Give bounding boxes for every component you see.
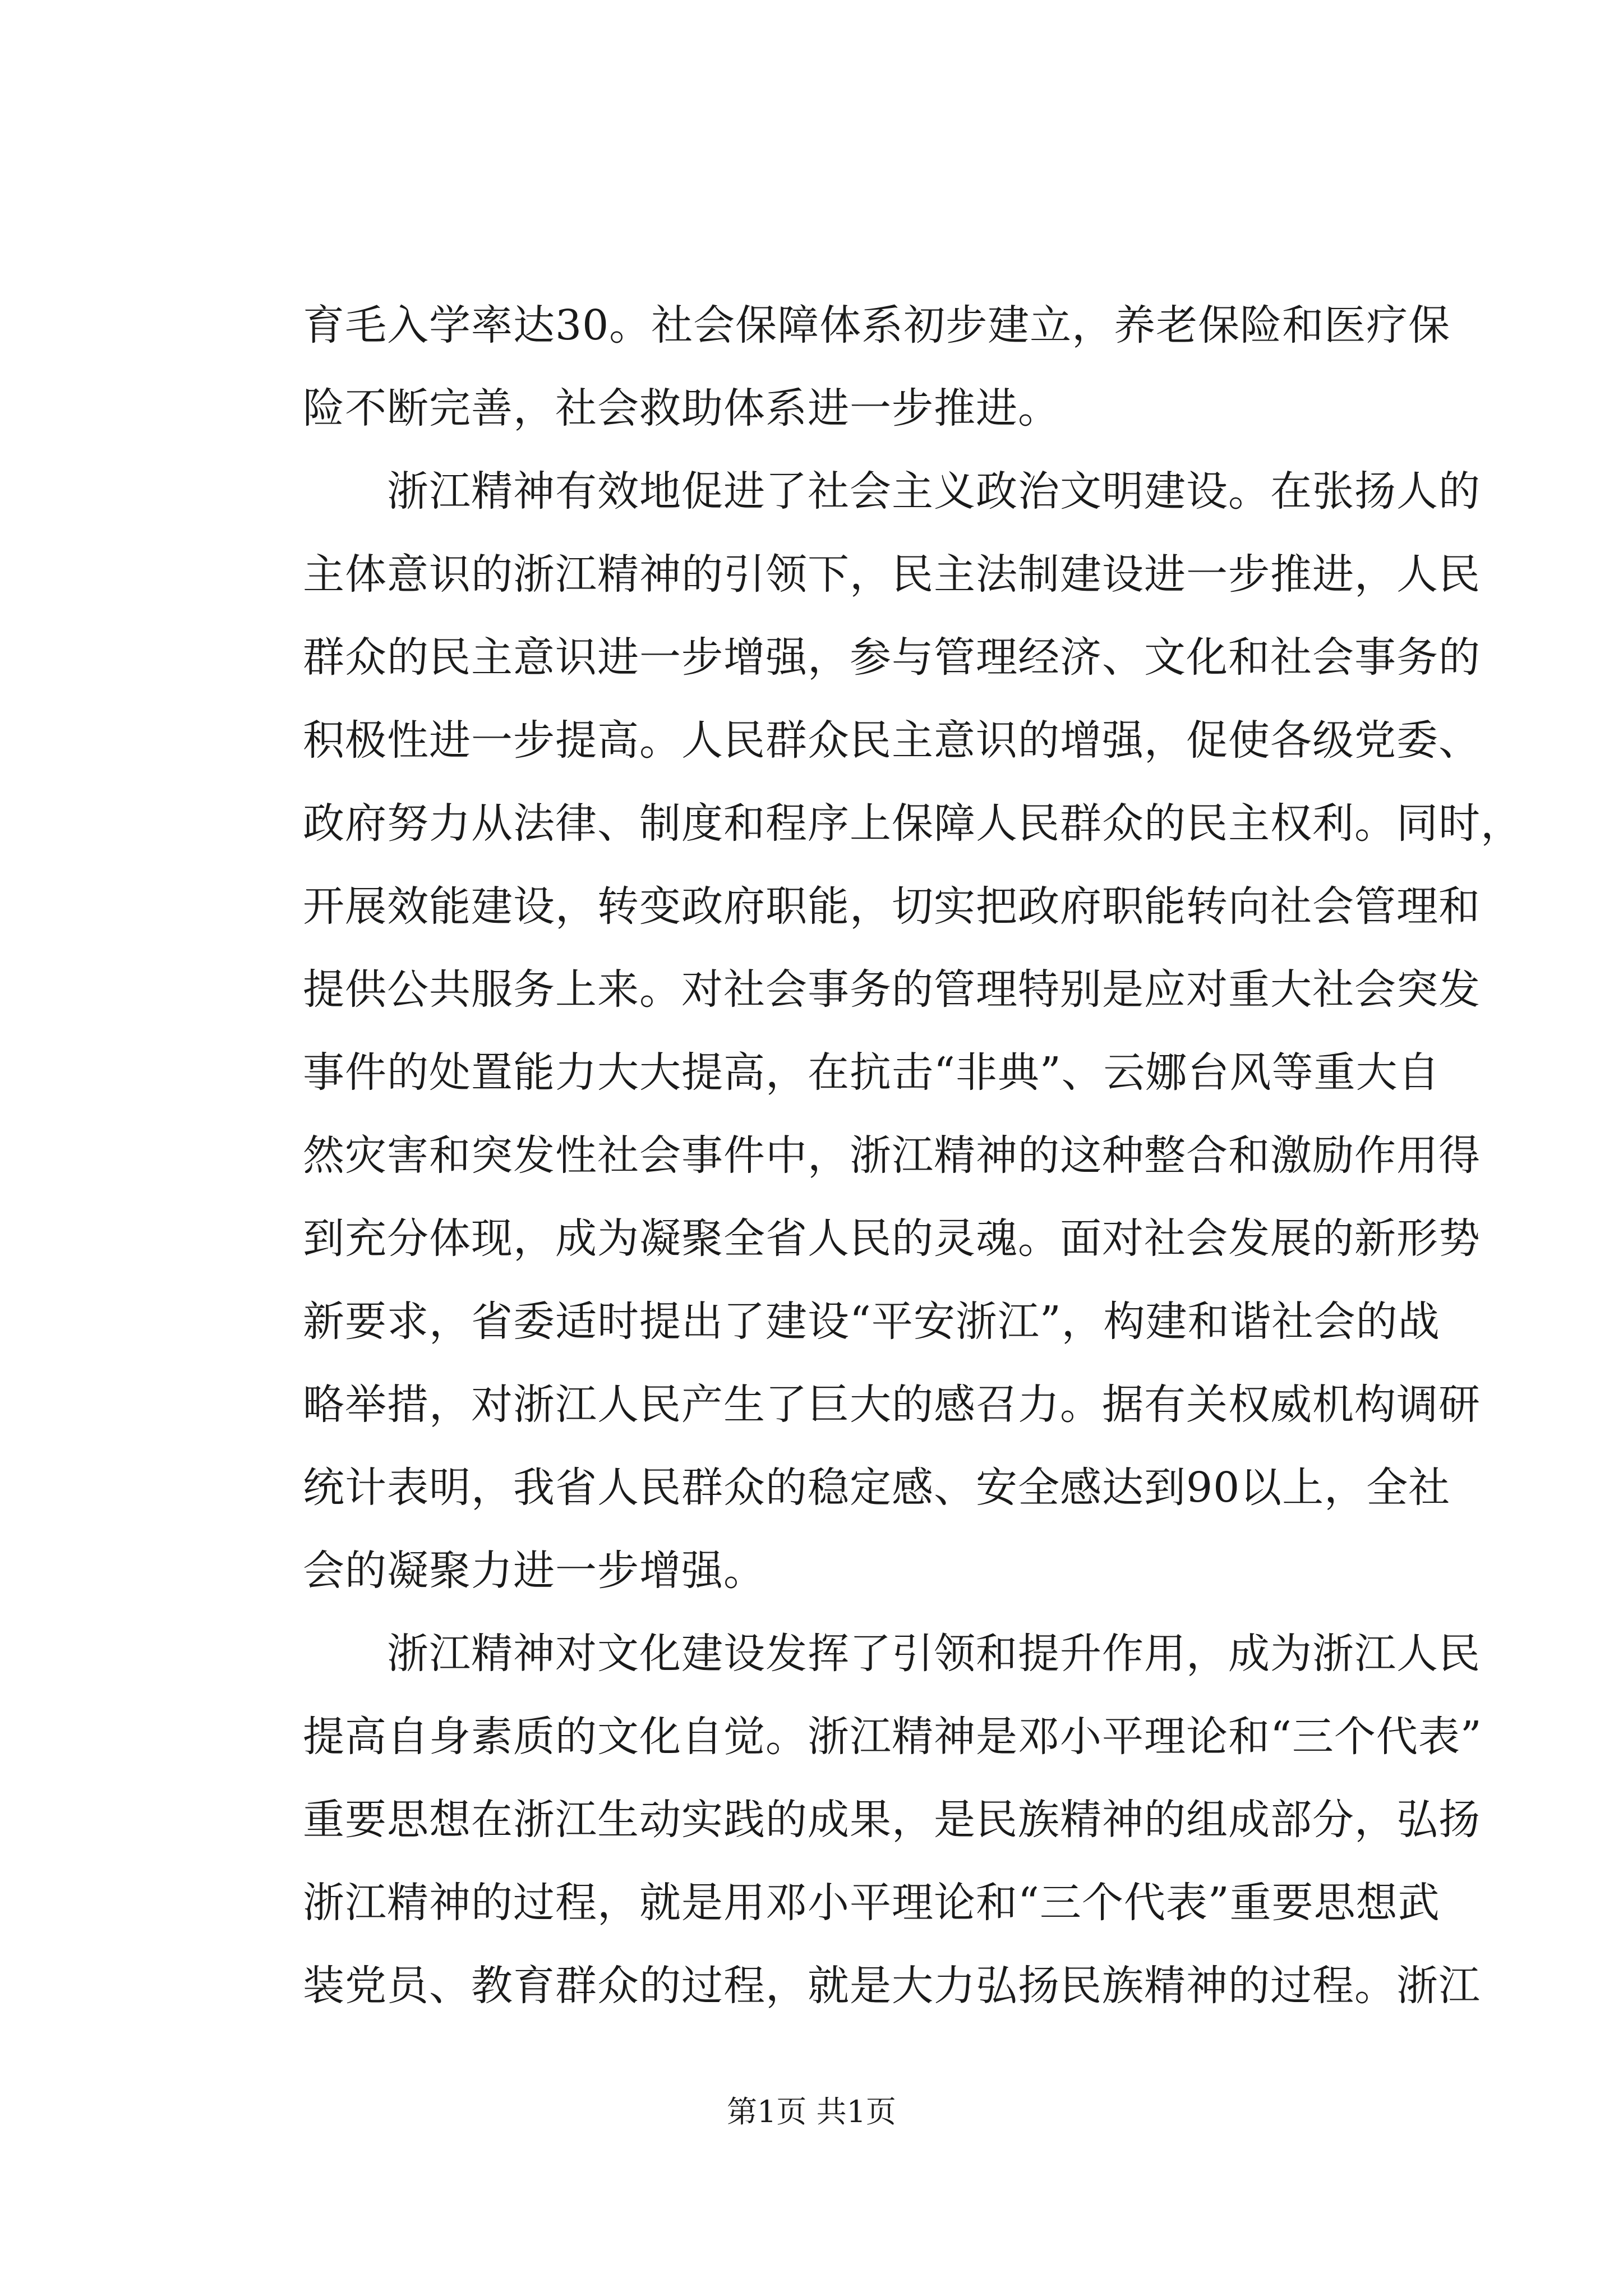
text-line: 提供公共服务上来。对社会事务的管理特别是应对重大社会突发 (303, 965, 1481, 1014)
text-line: 然灾害和突发性社会事件中，浙江精神的这种整合和激励作用得 (303, 1131, 1481, 1180)
text-line: 装党员、教育群众的过程，就是大力弘扬民族精神的过程。浙江 (303, 1962, 1481, 2010)
paragraph-start-line: 浙江精神有效地促进了社会主义政治文明建设。在张扬人的 (303, 467, 1481, 516)
text-line: 略举措，对浙江人民产生了巨大的感召力。据有关权威机构调研 (303, 1381, 1481, 1429)
text-line: 群众的民主意识进一步增强，参与管理经济、文化和社会事务的 (303, 633, 1481, 682)
text-line: 积极性进一步提高。人民群众民主意识的增强，促使各级党委、 (303, 716, 1481, 765)
text-line: 会的凝聚力进一步增强。 (303, 1547, 766, 1595)
text-line: 提高自身素质的文化自觉。浙江精神是邓小平理论和“三个代表” (303, 1713, 1482, 1761)
text-line: 统计表明，我省人民群众的稳定感、安全感达到90以上，全社 (303, 1464, 1451, 1512)
text-line: 重要思想在浙江生动实践的成果，是民族精神的组成部分，弘扬 (303, 1796, 1481, 1844)
text-line: 险不断完善，社会救助体系进一步推进。 (303, 384, 1060, 432)
text-line: 育毛入学率达30。社会保障体系初步建立，养老保险和医疗保 (303, 301, 1451, 349)
paragraph-start-line: 浙江精神对文化建设发挥了引领和提升作用，成为浙江人民 (303, 1630, 1481, 1678)
text-line: 政府努力从法律、制度和程序上保障人民群众的民主权利。同时， (303, 799, 1523, 848)
page-footer: 第1页 共1页 (727, 2094, 896, 2129)
text-line: 开展效能建设，转变政府职能，切实把政府职能转向社会管理和 (303, 882, 1481, 931)
text-line: 事件的处置能力大大提高，在抗击“非典”、云娜台风等重大自 (303, 1048, 1440, 1097)
text-line: 到充分体现，成为凝聚全省人民的灵魂。面对社会发展的新形势 (303, 1214, 1481, 1263)
text-line: 浙江精神的过程，就是用邓小平理论和“三个代表”重要思想武 (303, 1879, 1440, 1927)
text-line: 主体意识的浙江精神的引领下，民主法制建设进一步推进，人民 (303, 550, 1481, 599)
text-line: 新要求，省委适时提出了建设“平安浙江”，构建和谐社会的战 (303, 1297, 1440, 1346)
